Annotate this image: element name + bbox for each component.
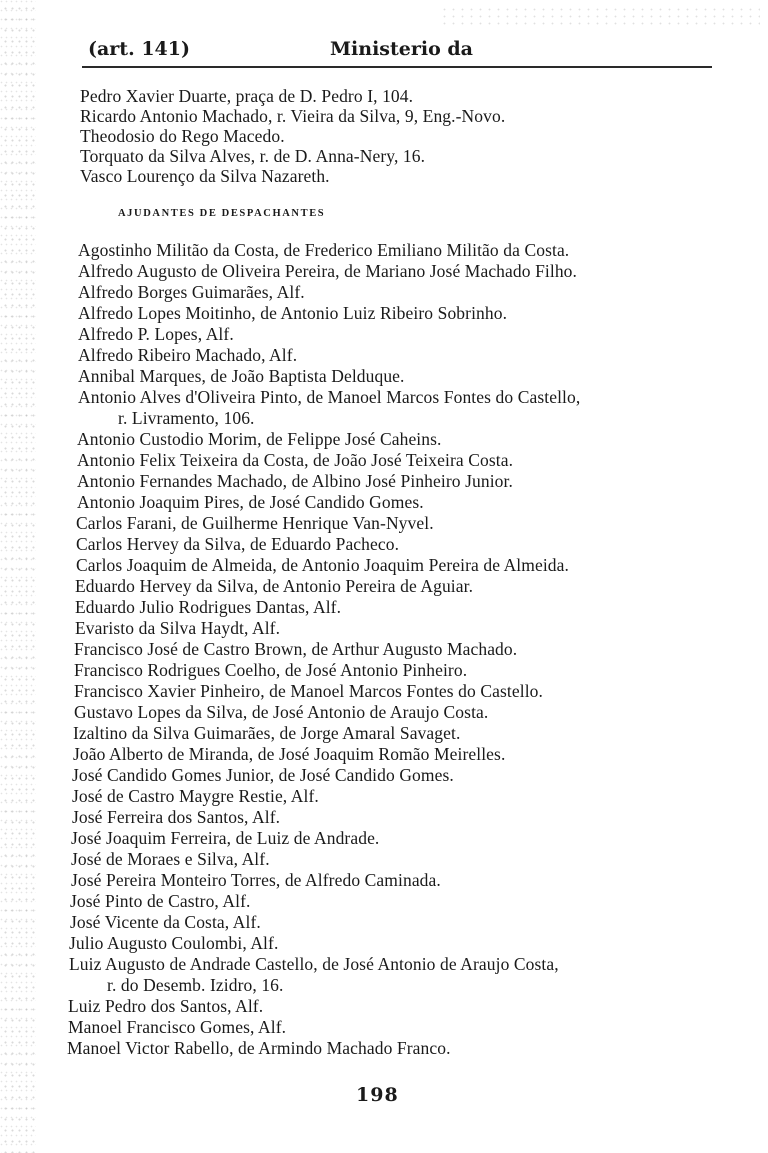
list-item: Agostinho Militão da Costa, de Frederico Emiliano Militão da Costa. [78,240,570,260]
list-item: Luiz Augusto de Andrade Castello, de José Antonio de Araujo Costa, [69,954,559,974]
scan-noise-top [440,6,760,28]
list-item: Carlos Joaquim de Almeida, de Antonio Joaquim Pereira de Almeida. [76,555,570,575]
list-item: Julio Augusto Coulombi, Alf. [69,933,279,953]
list-item: José de Castro Maygre Restie, Alf. [72,786,319,806]
list-item: José Ferreira dos Santos, Alf. [72,807,281,827]
list-item: José de Moraes e Silva, Alf. [71,849,270,869]
header-rule [82,66,712,68]
list-item: José Pinto de Castro, Alf. [70,891,251,911]
list-item: Luiz Pedro dos Santos, Alf. [68,996,264,1016]
list-item: Eduardo Hervey da Silva, de Antonio Pereira de Aguiar. [75,576,474,596]
list-item: Alfredo Borges Guimarães, Alf. [78,282,305,302]
list-item: Gustavo Lopes da Silva, de José Antonio de Araujo Costa. [74,702,489,722]
list-item: Vasco Lourenço da Silva Nazareth. [80,166,330,186]
list-item: Carlos Farani, de Guilherme Henrique Van-Nyvel. [76,513,434,533]
list-item: José Joaquim Ferreira, de Luiz de Andrade. [71,828,380,848]
section-heading: AJUDANTES DE DESPACHANTES [118,208,326,219]
list-item: Alfredo Lopes Moitinho, de Antonio Luiz Ribeiro Sobrinho. [78,303,508,323]
list-item: Eduardo Julio Rodrigues Dantas, Alf. [75,597,342,617]
list-item: Izaltino da Silva Guimarães, de Jorge Amaral Savaget. [73,723,461,743]
list-item: Antonio Fernandes Machado, de Albino José Pinheiro Junior. [77,471,513,491]
list-item: Antonio Joaquim Pires, de José Candido Gomes. [77,492,424,512]
list-item: Alfredo Augusto de Oliveira Pereira, de Mariano José Machado Filho. [78,261,578,281]
list-item: José Candido Gomes Junior, de José Candido Gomes. [72,765,454,785]
list-item: Alfredo P. Lopes, Alf. [78,324,234,344]
list-item-continuation: r. Livramento, 106. [118,408,255,428]
list-item: Alfredo Ribeiro Machado, Alf. [78,345,298,365]
list-item: Ricardo Antonio Machado, r. Vieira da Silva, 9, Eng.-Novo. [80,106,506,126]
list-item: Theodosio do Rego Macedo. [80,126,285,146]
list-item: Antonio Custodio Morim, de Felippe José Caheins. [77,429,442,449]
list-item: Antonio Felix Teixeira da Costa, de João José Teixeira Costa. [77,450,514,470]
page-number: 198 [356,1084,399,1106]
list-item: Francisco José de Castro Brown, de Arthur Augusto Machado. [74,639,518,659]
header-article: (art. 141) [88,38,190,60]
list-item: Francisco Xavier Pinheiro, de Manoel Marcos Fontes do Castello. [74,681,543,701]
running-header [88,36,708,62]
header-ministry: Ministerio da [330,38,473,60]
scan-noise-left-margin [0,0,36,1153]
list-item: Evaristo da Silva Haydt, Alf. [75,618,281,638]
list-item: José Pereira Monteiro Torres, de Alfredo Caminada. [71,870,441,890]
list-item: João Alberto de Miranda, de José Joaquim Romão Meirelles. [73,744,506,764]
list-item-continuation: r. do Desemb. Izidro, 16. [107,975,284,995]
list-item: Pedro Xavier Duarte, praça de D. Pedro I, 104. [80,86,414,106]
list-item: Francisco Rodrigues Coelho, de José Antonio Pinheiro. [74,660,468,680]
list-item: Manoel Victor Rabello, de Armindo Machado Franco. [67,1038,451,1058]
list-item: Antonio Alves d'Oliveira Pinto, de Manoel Marcos Fontes do Castello, [78,387,581,407]
list-item: Annibal Marques, de João Baptista Delduque. [78,366,405,386]
list-item: José Vicente da Costa, Alf. [70,912,261,932]
list-item: Torquato da Silva Alves, r. de D. Anna-Nery, 16. [80,146,426,166]
list-item: Manoel Francisco Gomes, Alf. [68,1017,287,1037]
list-item: Carlos Hervey da Silva, de Eduardo Pacheco. [76,534,400,554]
